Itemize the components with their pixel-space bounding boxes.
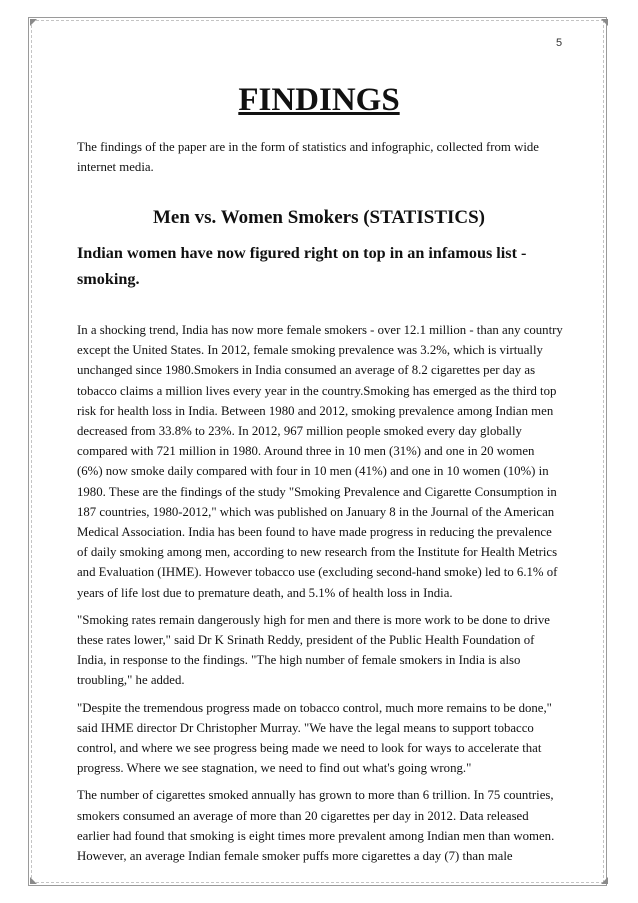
page-title: FINDINGS (238, 82, 400, 118)
corner-ornament-top-left (30, 19, 37, 26)
body-text (77, 320, 563, 873)
corner-ornament-bottom-left (30, 877, 37, 884)
intro-paragraph: The findings of the paper are in the form of statistics and infographic, collected from wide internet media. (77, 140, 539, 174)
paragraph: In a shocking trend, India has now more female smokers - over 12.1 million - than any country except the United States. In 2012, female smoking prevalence was 3.2%, which is virtually unchanged since 1980.Smokers in India consumed an average of 8.2 cigarettes per day as tobacco claims a million lives every year in the country.Smoking has emerged as the third top risk for health loss in India. Between 1980 and 2012, smoking prevalence among Indian men decreased from 33.8% to 23%. In 2012, 967 million people smoked every day globally compared with 721 million in 1980. Around three in 10 men (31%) and one in 20 women (6%) now smoke daily compared with four in 10 men (41%) and one in 10 women (10%) in 1980. These are the findings of the study "Smoking Prevalence and Cigarette Consumption in 187 countries, 1980-2012," which was published on January 8 in the Journal of the American Medical Association. India has been found to have made progress in reducing the prevalence of daily smoking among men, according to new research from the Institute for Health Metrics and Evaluation (IHME). However tobacco use (excluding second-hand smoke) led to 6.1% of years of life lost due to premature death, and 5.1% of health loss in India. (77, 323, 563, 600)
paragraph: "Smoking rates remain dangerously high for men and there is more work to be done to drive these rates lower," said Dr K Srinath Reddy, president of the Public Health Foundation of India, in response to the findings. "The high number of female smokers in India is also troubling," he added. (77, 612, 550, 688)
subheading: Indian women have now figured right on top in an infamous list - smoking. (77, 244, 527, 288)
paragraph: The number of cigarettes smoked annually has grown to more than 6 trillion. In 75 countries, smokers consumed an average of more than 20 cigarettes per day in 2012. Data released earlier had found that smoking is eight times more prevalent among Indian men than women. However, an average Indian female smoker puffs more cigarettes a day (7) than male (77, 788, 555, 864)
paragraph: "Despite the tremendous progress made on tobacco control, much more remains to be done," said IHME director Dr Christopher Murray. "We have the legal means to support tobacco control, and where we see progress being made we need to look for ways to accelerate that progress. Where we see stagnation, we need to find out what's going wrong." (77, 700, 552, 776)
corner-ornament-top-right (601, 19, 608, 26)
section-heading: Men vs. Women Smokers (STATISTICS) (152, 207, 486, 228)
corner-ornament-bottom-right (601, 877, 608, 884)
page-number: 5 (556, 37, 563, 49)
